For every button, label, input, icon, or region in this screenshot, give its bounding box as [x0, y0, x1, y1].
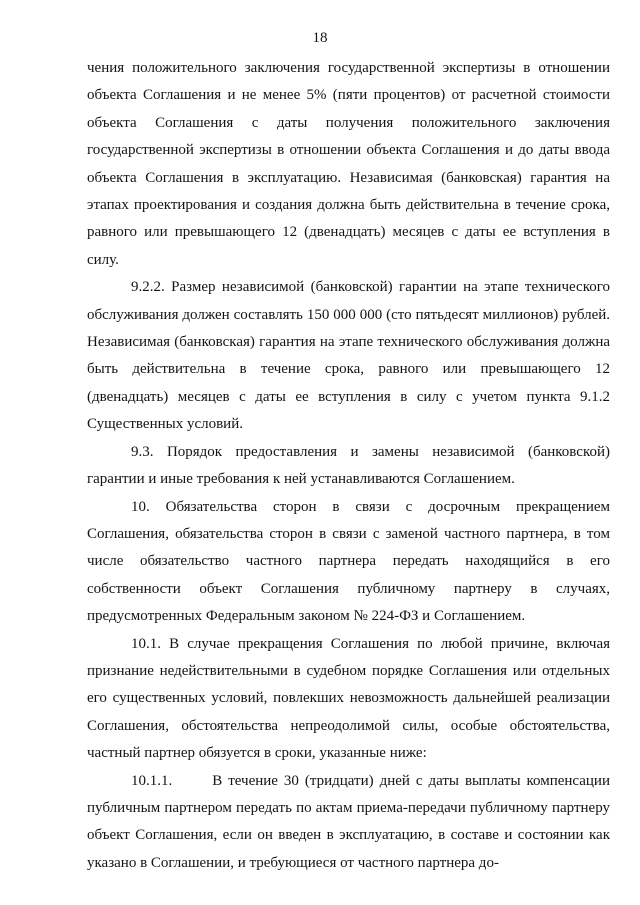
- document-body: [87, 55, 610, 877]
- clause-number: 10.1.1.: [131, 772, 173, 789]
- paragraph-10-1: 10.1. В случае прекращения Соглашения по любой причине, включая признание недействительными в судебном порядке Соглашения или отдельных его существенных условий, повлекших невозможность дальнейшей реализации Соглашения, обстоятельства непреодолимой силы, особые обстоятельства, частный партнер обязуется в сроки, указанные ниже:: [87, 635, 610, 762]
- paragraph-9-3: 9.3. Порядок предоставления и замены независимой (банковской) гарантии и иные требования к ней устанавливаются Соглашением.: [87, 443, 610, 488]
- paragraph-9-2-2: 9.2.2. Размер независимой (банковской) гарантии на этапе технического обслуживания должен составлять 150 000 000 (сто пятьдесят миллионов) рублей. Независимая (банковская) гарантия на этапе технического обслуживания должна быть действительна в течение срока, равного или превышающего 12 (двенадцать) месяцев с даты ее вступления в силу с учетом пункта 9.1.2 Существенных условий.: [87, 279, 610, 433]
- paragraph-10: 10. Обязательства сторон в связи с досрочным прекращением Соглашения, обязательства сторон в связи с заменой частного партнера, в том числе обязательство частного партнера передать находящийся в его собственности объект Соглашения публичному партнеру в случаях, предусмотренных Федеральным законом № 224-ФЗ и Соглашением.: [87, 498, 610, 625]
- paragraph-10-1-1: [87, 768, 610, 878]
- paragraph-continuation: чения положительного заключения государственной экспертизы в отношении объекта Соглашения и не менее 5% (пяти процентов) от расчетной стоимости объекта Соглашения с даты получения положительного заключения государственной экспертизы в отношении объекта Соглашения и до даты ввода объекта Соглашения в эксплуатацию. Независимая (банковская) гарантия на этапах проектирования и создания должна быть действительна в течение срока, равного или превышающего 12 (двенадцать) месяцев с даты ее вступления в силу.: [87, 60, 610, 268]
- clause-text: В течение 30 (тридцати) дней с даты выплаты компенсации публичным партнером передать по актам приема-передачи публичному партнеру объект Соглашения, если он введен в эксплуатацию, в составе и состоянии как указано в Соглашении, и требующиеся от частного партнера до-: [87, 772, 610, 871]
- page-number: 18: [312, 30, 328, 46]
